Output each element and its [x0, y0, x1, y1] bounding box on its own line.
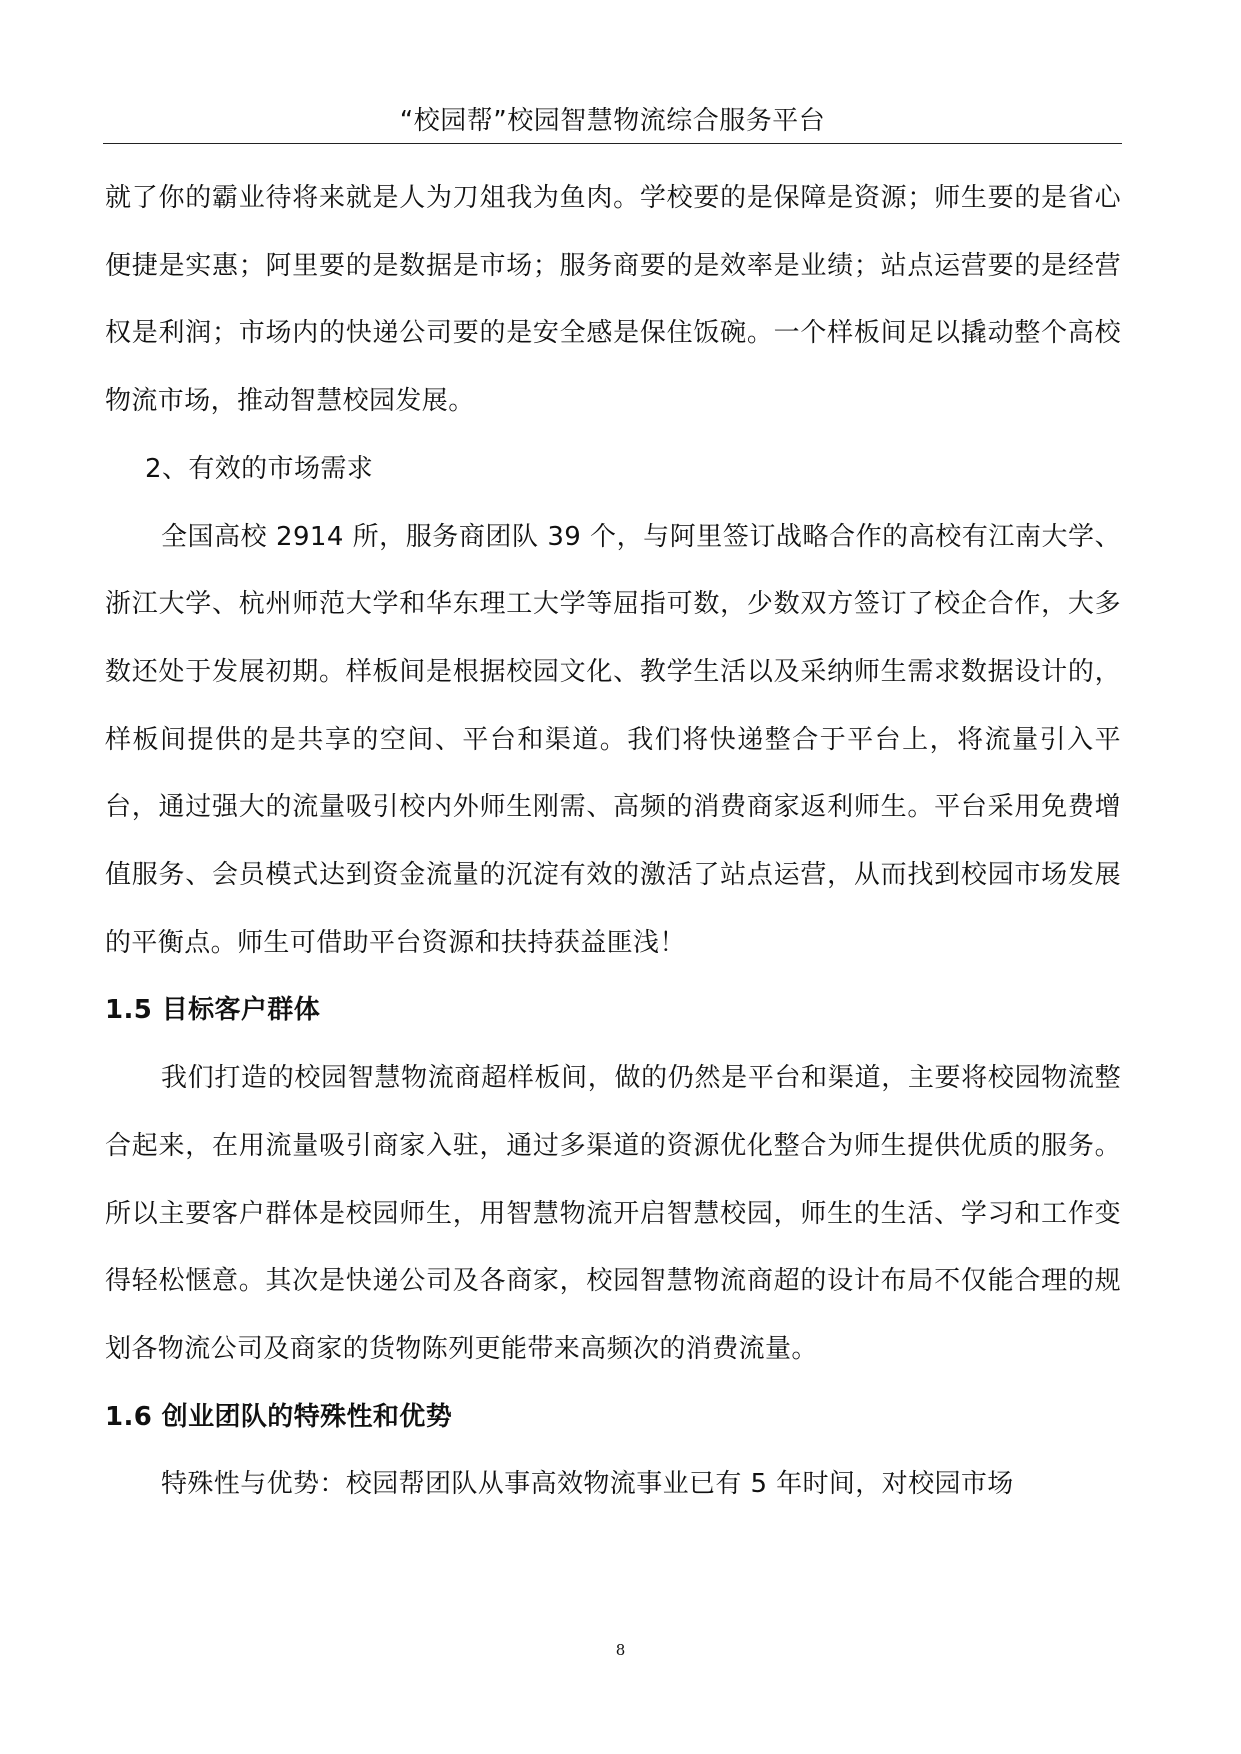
body-content [105, 165, 1121, 1519]
paragraph-continuation: 就了你的霸业待将来就是人为刀俎我为鱼肉。学校要的是保障是资源；师生要的是省心便捷是实惠；阿里要的是数据是市场；服务商要的是效率是业绩；站点运营要的是经营权是利润；市场内的快递公司要的是安全感是保住饭碗。一个样板间足以撬动整个高校物流市场，推动智慧校园发展。 [105, 183, 1121, 417]
paragraph-target-customers: 我们打造的校园智慧物流商超样板间，做的仍然是平台和渠道，主要将校园物流整合起来，在用流量吸引商家入驻，通过多渠道的资源优化整合为师生提供优质的服务。所以主要客户群体是校园师生，用智慧物流开启智慧校园，师生的生活、学习和工作变得轻松惬意。其次是快递公司及各商家，校园智慧物流商超的设计布局不仅能合理的规划各物流公司及商家的货物陈列更能带来高频次的消费流量。 [105, 1063, 1121, 1364]
header-divider [103, 143, 1122, 144]
paragraph-team-advantages: 特殊性与优势：校园帮团队从事高效物流事业已有 5 年时间，对校园市场 [161, 1469, 1014, 1500]
paragraph-market-demand: 全国高校 2914 所，服务商团队 39 个，与阿里签订战略合作的高校有江南大学、浙江大学、杭州师范大学和华东理工大学等屈指可数，少数双方签订了校企合作，大多数还处于发展初期。样板间是根据校园文化、教学生活以及采纳师生需求数据设计的，样板间提供的是共享的空间、平台和渠道。我们将快递整合于平台上，将流量引入平台，通过强大的流量吸引校内外师生刚需、高频的消费商家返利师生。平台采用免费增值服务、会员模式达到资金流量的沉淀有效的激活了站点运营，从而找到校园市场发展的平衡点。师生可借助平台资源和扶持获益匪浅！ [105, 521, 1121, 958]
section-heading-target-customers: 1.5 目标客户群体 [105, 995, 321, 1026]
section-heading-team-advantages: 1.6 创业团队的特殊性和优势 [105, 1401, 453, 1432]
running-header: “校园帮”校园智慧物流综合服务平台 [399, 106, 826, 136]
page-number: 8 [615, 1641, 626, 1659]
subsection-heading-market-demand: 2、有效的市场需求 [145, 453, 374, 484]
